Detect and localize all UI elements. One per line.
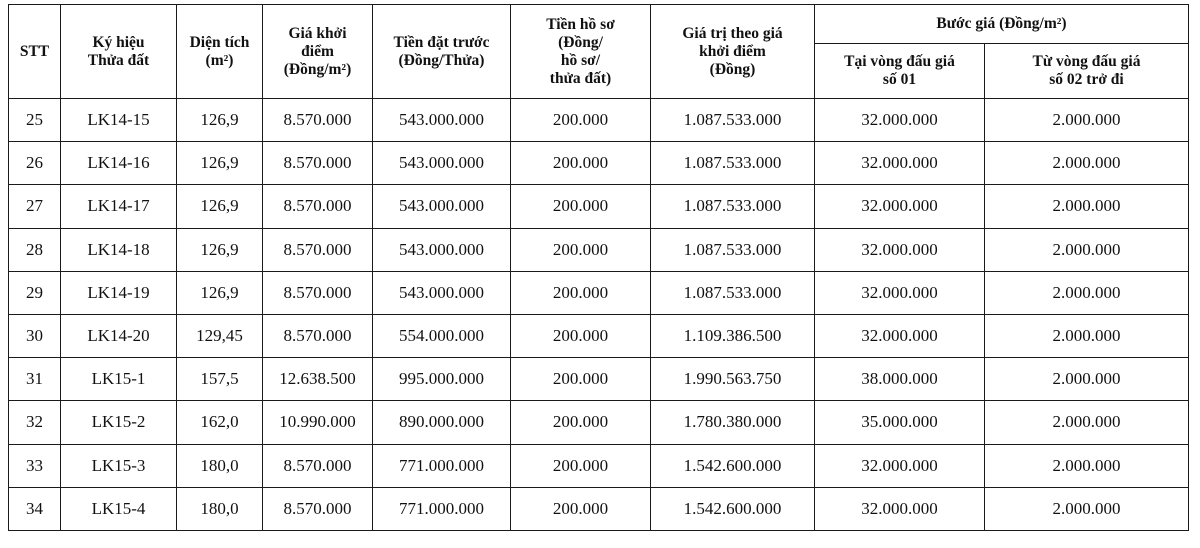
cell-step-round-2: 2.000.000 — [985, 271, 1189, 314]
cell-land-symbol: LK14-19 — [61, 271, 177, 314]
table-row — [9, 358, 1189, 401]
cell-step-round-2: 2.000.000 — [985, 444, 1189, 487]
table-row — [9, 99, 1189, 142]
cell-land-symbol: LK15-2 — [61, 401, 177, 444]
cell-area: 180,0 — [177, 444, 263, 487]
cell-start-value: 1.087.533.000 — [651, 99, 815, 142]
cell-dossier-fee: 200.000 — [511, 444, 651, 487]
table-row — [9, 314, 1189, 357]
cell-land-symbol: LK14-20 — [61, 314, 177, 357]
cell-stt: 33 — [9, 444, 61, 487]
cell-start-price: 8.570.000 — [263, 314, 373, 357]
table-row — [9, 271, 1189, 314]
cell-land-symbol: LK14-17 — [61, 185, 177, 228]
table-row — [9, 487, 1189, 530]
cell-step-round-2: 2.000.000 — [985, 487, 1189, 530]
header-land-symbol: Ký hiệu Thửa đất — [61, 5, 177, 99]
cell-start-price: 8.570.000 — [263, 142, 373, 185]
header-area: Diện tích (m²) — [177, 5, 263, 99]
cell-stt: 28 — [9, 228, 61, 271]
cell-deposit: 771.000.000 — [373, 487, 511, 530]
cell-start-value: 1.087.533.000 — [651, 271, 815, 314]
cell-start-price: 8.570.000 — [263, 228, 373, 271]
cell-stt: 25 — [9, 99, 61, 142]
cell-stt: 30 — [9, 314, 61, 357]
cell-deposit: 771.000.000 — [373, 444, 511, 487]
cell-start-price: 8.570.000 — [263, 185, 373, 228]
cell-start-value: 1.780.380.000 — [651, 401, 815, 444]
cell-dossier-fee: 200.000 — [511, 358, 651, 401]
cell-start-price: 8.570.000 — [263, 271, 373, 314]
cell-step-round-1: 32.000.000 — [815, 228, 985, 271]
cell-land-symbol: LK14-16 — [61, 142, 177, 185]
header-start-value: Giá trị theo giá khởi điểm (Đồng) — [651, 5, 815, 99]
header-start-price: Giá khởi điểm (Đồng/m²) — [263, 5, 373, 99]
cell-step-round-1: 32.000.000 — [815, 185, 985, 228]
header-price-step: Bước giá (Đồng/m²) — [815, 5, 1189, 44]
cell-deposit: 554.000.000 — [373, 314, 511, 357]
cell-step-round-2: 2.000.000 — [985, 99, 1189, 142]
cell-step-round-1: 32.000.000 — [815, 444, 985, 487]
table-row — [9, 228, 1189, 271]
cell-area: 126,9 — [177, 271, 263, 314]
cell-start-price: 8.570.000 — [263, 444, 373, 487]
cell-step-round-1: 32.000.000 — [815, 142, 985, 185]
cell-start-price: 12.638.500 — [263, 358, 373, 401]
cell-land-symbol: LK15-1 — [61, 358, 177, 401]
cell-start-value: 1.087.533.000 — [651, 228, 815, 271]
cell-land-symbol: LK15-4 — [61, 487, 177, 530]
cell-step-round-2: 2.000.000 — [985, 142, 1189, 185]
cell-area: 180,0 — [177, 487, 263, 530]
cell-dossier-fee: 200.000 — [511, 99, 651, 142]
cell-deposit: 543.000.000 — [373, 228, 511, 271]
header-step-round-1: Tại vòng đấu giá số 01 — [815, 44, 985, 99]
cell-step-round-1: 32.000.000 — [815, 271, 985, 314]
cell-land-symbol: LK15-3 — [61, 444, 177, 487]
cell-stt: 31 — [9, 358, 61, 401]
cell-area: 162,0 — [177, 401, 263, 444]
cell-stt: 29 — [9, 271, 61, 314]
cell-deposit: 995.000.000 — [373, 358, 511, 401]
cell-step-round-1: 32.000.000 — [815, 487, 985, 530]
land-auction-table — [8, 4, 1189, 531]
cell-step-round-2: 2.000.000 — [985, 401, 1189, 444]
cell-step-round-1: 32.000.000 — [815, 99, 985, 142]
cell-step-round-2: 2.000.000 — [985, 358, 1189, 401]
header-step-round-2: Từ vòng đấu giá số 02 trở đi — [985, 44, 1189, 99]
header-row-top — [9, 5, 1189, 44]
cell-deposit: 543.000.000 — [373, 142, 511, 185]
cell-dossier-fee: 200.000 — [511, 487, 651, 530]
table-row — [9, 142, 1189, 185]
cell-dossier-fee: 200.000 — [511, 228, 651, 271]
cell-land-symbol: LK14-18 — [61, 228, 177, 271]
cell-start-price: 8.570.000 — [263, 99, 373, 142]
cell-start-value: 1.542.600.000 — [651, 487, 815, 530]
header-deposit: Tiền đặt trước (Đồng/Thửa) — [373, 5, 511, 99]
cell-dossier-fee: 200.000 — [511, 401, 651, 444]
cell-step-round-2: 2.000.000 — [985, 185, 1189, 228]
cell-dossier-fee: 200.000 — [511, 314, 651, 357]
cell-start-price: 8.570.000 — [263, 487, 373, 530]
cell-area: 126,9 — [177, 228, 263, 271]
cell-area: 126,9 — [177, 185, 263, 228]
cell-dossier-fee: 200.000 — [511, 185, 651, 228]
cell-step-round-1: 35.000.000 — [815, 401, 985, 444]
cell-stt: 27 — [9, 185, 61, 228]
cell-dossier-fee: 200.000 — [511, 271, 651, 314]
cell-dossier-fee: 200.000 — [511, 142, 651, 185]
table-row — [9, 401, 1189, 444]
cell-step-round-2: 2.000.000 — [985, 314, 1189, 357]
cell-deposit: 890.000.000 — [373, 401, 511, 444]
header-stt: STT — [9, 5, 61, 99]
cell-start-value: 1.109.386.500 — [651, 314, 815, 357]
header-dossier-fee: Tiền hồ sơ (Đồng/ hồ sơ/ thửa đất) — [511, 5, 651, 99]
cell-land-symbol: LK14-15 — [61, 99, 177, 142]
cell-start-value: 1.087.533.000 — [651, 185, 815, 228]
cell-step-round-1: 38.000.000 — [815, 358, 985, 401]
cell-area: 157,5 — [177, 358, 263, 401]
cell-stt: 32 — [9, 401, 61, 444]
cell-deposit: 543.000.000 — [373, 185, 511, 228]
cell-start-value: 1.990.563.750 — [651, 358, 815, 401]
cell-deposit: 543.000.000 — [373, 271, 511, 314]
cell-stt: 26 — [9, 142, 61, 185]
cell-area: 126,9 — [177, 142, 263, 185]
cell-area: 129,45 — [177, 314, 263, 357]
cell-step-round-2: 2.000.000 — [985, 228, 1189, 271]
cell-start-value: 1.542.600.000 — [651, 444, 815, 487]
cell-start-price: 10.990.000 — [263, 401, 373, 444]
cell-start-value: 1.087.533.000 — [651, 142, 815, 185]
cell-area: 126,9 — [177, 99, 263, 142]
table-row — [9, 444, 1189, 487]
cell-deposit: 543.000.000 — [373, 99, 511, 142]
table-row — [9, 185, 1189, 228]
cell-stt: 34 — [9, 487, 61, 530]
cell-step-round-1: 32.000.000 — [815, 314, 985, 357]
